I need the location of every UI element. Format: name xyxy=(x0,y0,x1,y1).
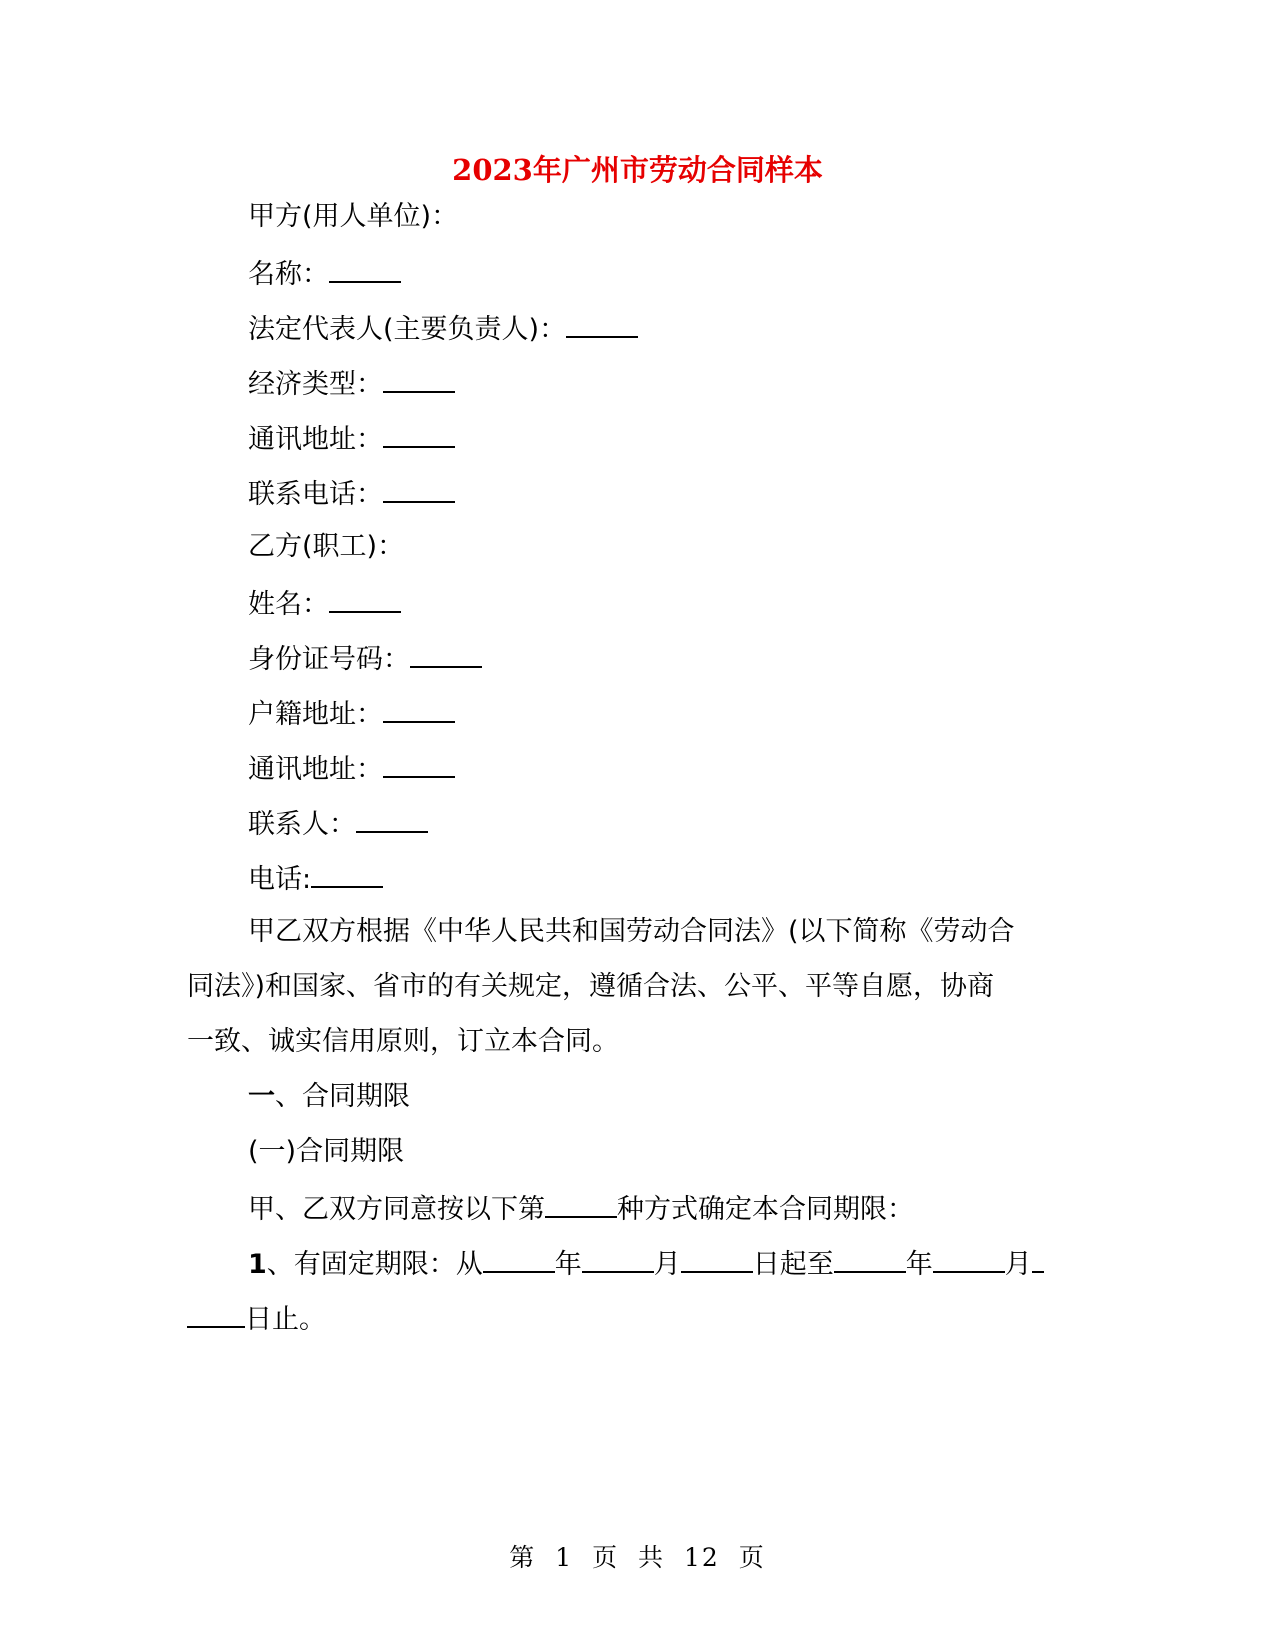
party-a-name-blank[interactable] xyxy=(329,253,401,283)
party-b-phone-label: 电话: xyxy=(248,864,312,895)
section-1-title: 、合同期限 xyxy=(275,1081,410,1112)
term-agreement-row xyxy=(248,1188,914,1229)
party-b-id-row xyxy=(248,638,482,679)
end-year-label: 年 xyxy=(905,1249,933,1280)
end-day-blank[interactable] xyxy=(187,1298,245,1328)
party-a-address-label: 通讯地址： xyxy=(248,424,383,455)
party-b-name-blank[interactable] xyxy=(329,583,401,613)
party-b-household-row xyxy=(248,693,455,734)
term-method-blank[interactable] xyxy=(545,1188,617,1218)
page-footer: 第 1 页 共 12 页 xyxy=(509,1543,766,1572)
party-a-phone-row xyxy=(248,473,455,514)
end-day-label: 日止。 xyxy=(245,1304,326,1335)
party-b-household-blank[interactable] xyxy=(383,693,455,723)
item-1-prefix: 、有固定期限：从 xyxy=(266,1249,483,1280)
end-day-blank-start[interactable] xyxy=(1032,1243,1044,1273)
party-a-econ-type-blank[interactable] xyxy=(383,363,455,393)
party-b-address-blank[interactable] xyxy=(383,748,455,778)
party-a-econ-type-row xyxy=(248,363,455,404)
party-b-household-label: 户籍地址： xyxy=(248,699,383,730)
party-a-phone-label: 联系电话： xyxy=(248,479,383,510)
term-agree-prefix: 甲、乙双方同意按以下第 xyxy=(248,1194,545,1225)
party-a-name-label: 名称： xyxy=(248,259,329,290)
party-b-name-label: 姓名： xyxy=(248,589,329,620)
party-a-econ-type-label: 经济类型： xyxy=(248,369,383,400)
document-title: 2023年广州市劳动合同样本 xyxy=(452,153,823,187)
preamble-line-2: 同法》)和国家、省市的有关规定，遵循合法、公平、平等自愿，协商 xyxy=(187,971,995,1002)
party-b-contact-blank[interactable] xyxy=(356,803,428,833)
fixed-term-row xyxy=(248,1243,1044,1284)
party-a-legal-rep-blank[interactable] xyxy=(566,308,638,338)
party-a-heading: 甲方(用人单位)： xyxy=(248,201,459,232)
section-1-number: 一 xyxy=(248,1081,275,1112)
section-1-heading xyxy=(248,1078,410,1116)
party-b-heading: 乙方(职工)： xyxy=(248,531,405,562)
party-b-phone-blank[interactable] xyxy=(311,858,383,888)
section-1-sub-heading: (一)合同期限 xyxy=(248,1136,405,1167)
start-year-label: 年 xyxy=(554,1249,582,1280)
end-month-label: 月 xyxy=(1004,1249,1032,1280)
party-b-address-row xyxy=(248,748,455,789)
party-b-contact-label: 联系人： xyxy=(248,809,356,840)
start-year-blank[interactable] xyxy=(483,1243,555,1273)
start-day-blank[interactable] xyxy=(681,1243,753,1273)
party-b-id-blank[interactable] xyxy=(410,638,482,668)
party-a-name-row xyxy=(248,253,401,294)
start-month-blank[interactable] xyxy=(582,1243,654,1273)
party-a-phone-blank[interactable] xyxy=(383,473,455,503)
party-a-legal-rep-label: 法定代表人(主要负责人)： xyxy=(248,314,567,345)
preamble-line-3: 一致、诚实信用原则，订立本合同。 xyxy=(187,1026,619,1057)
start-month-label: 月 xyxy=(653,1249,681,1280)
party-b-contact-row xyxy=(248,803,428,844)
party-b-phone-row xyxy=(248,858,383,899)
party-a-legal-rep-row xyxy=(248,308,638,349)
party-a-address-row xyxy=(248,418,455,459)
party-b-address-label: 通讯地址： xyxy=(248,754,383,785)
end-year-blank[interactable] xyxy=(834,1243,906,1273)
party-b-id-label: 身份证号码： xyxy=(248,644,410,675)
party-b-name-row xyxy=(248,583,401,624)
term-agree-suffix: 种方式确定本合同期限： xyxy=(617,1194,914,1225)
end-month-blank[interactable] xyxy=(933,1243,1005,1273)
item-1-number: 1 xyxy=(248,1249,267,1280)
start-day-label: 日起至 xyxy=(752,1249,834,1280)
preamble-line-1: 甲乙双方根据《中华人民共和国劳动合同法》(以下简称《劳动合 xyxy=(248,916,1015,947)
party-a-address-blank[interactable] xyxy=(383,418,455,448)
fixed-term-row-cont xyxy=(187,1298,326,1339)
